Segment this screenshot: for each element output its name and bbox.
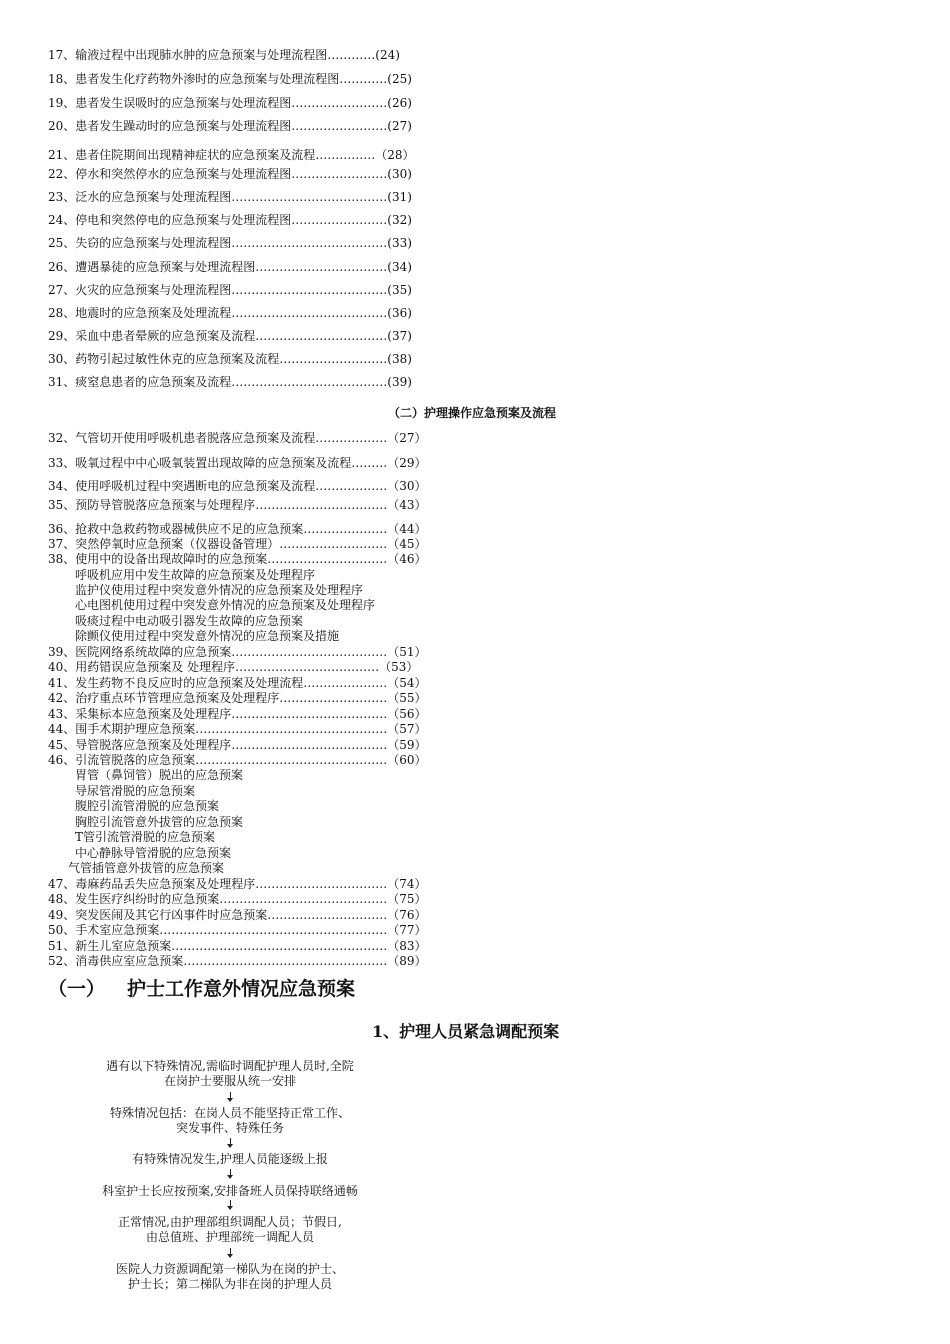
toc-subentry: 气管插管意外拔管的应急预案 [68, 861, 225, 875]
toc-subentry: 吸痰过程中电动吸引器发生故障的应急预案 [75, 614, 304, 628]
toc-subentry: 中心静脉导管滑脱的应急预案 [75, 846, 232, 860]
flow-step-4 [80, 1184, 380, 1199]
toc-entry: 44、围手术期护理应急预案…………………………………………（57） [48, 722, 427, 736]
toc-subentry: 监护仪使用过程中突发意外情况的应急预案及处理程序 [75, 583, 364, 597]
toc-entry: 22、停水和突然停水的应急预案与处理流程图……………………(30) [48, 167, 412, 181]
flow-arrow-icon [229, 1248, 231, 1258]
toc-entry: 48、发生医疗纠纷时的应急预案……………………………………（75） [48, 892, 427, 906]
toc-entry: 39、医院网络系统故障的应急预案…………………………………（51） [48, 645, 427, 659]
toc-entry: 36、抢救中急救药物或器械供应不足的应急预案…………………（44） [48, 522, 427, 536]
flow-arrow-icon [229, 1200, 231, 1210]
toc-entry: 25、失窃的应急预案与处理流程图…………………………………(33) [48, 236, 412, 250]
toc-entry: 50、手术室应急预案…………………………………………………（77） [48, 923, 427, 937]
flow-step-2 [80, 1106, 380, 1136]
toc-entry: 19、患者发生误吸时的应急预案与处理流程图……………………(26) [48, 96, 412, 110]
flow-step-5-line-1: 正常情况,由护理部组织调配人员；节假日, [118, 1215, 342, 1229]
flow-step-3-line-1: 有特殊情况发生,护理人员能逐级上报 [132, 1152, 328, 1166]
flow-arrow-icon [229, 1092, 231, 1102]
toc-entry: 31、痰窒息患者的应急预案及流程…………………………………(39) [48, 375, 412, 389]
flow-step-5-line-2: 由总值班、护理部统一调配人员 [145, 1230, 314, 1244]
toc-entry: 18、患者发生化疗药物外渗时的应急预案与处理流程图…………(25) [48, 72, 412, 86]
toc-entry: 21、患者住院期间出现精神症状的应急预案及流程……………（28） [48, 148, 415, 162]
toc-entry: 20、患者发生躁动时的应急预案与处理流程图……………………(27) [48, 119, 412, 133]
toc-entry: 33、吸氧过程中中心吸氧装置出现故障的应急预案及流程………（29） [48, 456, 427, 470]
toc-subentry: T管引流管滑脱的应急预案 [75, 830, 216, 844]
flow-arrow-icon [229, 1169, 231, 1179]
toc-subentry: 呼吸机应用中发生故障的应急预案及处理程序 [75, 568, 316, 582]
flow-step-6 [80, 1262, 380, 1292]
plan-title: 1、护理人员紧急调配预案 [372, 1022, 560, 1041]
toc-entry: 47、毒麻药品丢失应急预案及处理程序……………………………（74） [48, 877, 427, 891]
toc-entry: 24、停电和突然停电的应急预案与处理流程图……………………(32) [48, 213, 412, 227]
chapter-heading-prefix: （一） [48, 978, 106, 1000]
toc-entry: 34、使用呼吸机过程中突遇断电的应急预案及流程………………（30） [48, 479, 427, 493]
toc-entry: 51、新生儿室应急预案………………………………………………（83） [48, 939, 427, 953]
toc-subentry: 胃管（鼻饲管）脱出的应急预案 [75, 768, 244, 782]
flow-step-1-line-2: 在岗护士要服从统一安排 [163, 1074, 296, 1088]
flow-step-5 [80, 1215, 380, 1245]
flow-step-1-line-1: 遇有以下特殊情况,需临时调配护理人员时,全院 [106, 1059, 354, 1073]
toc-entry: 37、突然停氧时应急预案（仪器设备管理）………………………（45） [48, 537, 427, 551]
toc-subentry: 腹腔引流管滑脱的应急预案 [75, 799, 220, 813]
toc-entry: 26、遭遇暴徒的应急预案与处理流程图……………………………(34) [48, 260, 412, 274]
toc-entry: 52、消毒供应室应急预案……………………………………………（89） [48, 954, 427, 968]
toc-entry: 30、药物引起过敏性休克的应急预案及流程………………………(38) [48, 352, 412, 366]
section-subtitle: （二）护理操作应急预案及流程 [388, 406, 557, 420]
flow-arrow-icon [229, 1138, 231, 1148]
toc-entry: 46、引流管脱落的应急预案…………………………………………（60） [48, 753, 427, 767]
flow-step-4-line-1: 科室护士长应按预案,安排备班人员保持联络通畅 [102, 1184, 358, 1198]
toc-subentry: 胸腔引流管意外拔管的应急预案 [75, 815, 244, 829]
toc-entry: 40、用药错误应急预案及 处理程序………………………………（53） [48, 660, 419, 674]
flow-step-2-line-2: 突发事件、特殊任务 [175, 1121, 284, 1135]
toc-entry: 17、输液过程中出现肺水肿的应急预案与处理流程图…………(24) [48, 48, 400, 62]
flow-step-1 [80, 1059, 380, 1089]
toc-entry: 49、突发医闹及其它行凶事件时应急预案…………………………（76） [48, 908, 427, 922]
toc-entry: 35、预防导管脱落应急预案与处理程序……………………………（43） [48, 498, 427, 512]
toc-subentry: 导尿管滑脱的应急预案 [75, 784, 196, 798]
toc-entry: 27、火灾的应急预案与处理流程图…………………………………(35) [48, 283, 412, 297]
toc-subentry: 心电图机使用过程中突发意外情况的应急预案及处理程序 [75, 598, 376, 612]
toc-entry: 45、导管脱落应急预案及处理程序…………………………………（59） [48, 738, 427, 752]
toc-subentry: 除颤仪使用过程中突发意外情况的应急预案及措施 [75, 629, 340, 643]
flow-step-6-line-2: 护士长；第二梯队为非在岗的护理人员 [127, 1277, 332, 1291]
toc-entry: 23、泛水的应急预案与处理流程图…………………………………(31) [48, 190, 412, 204]
chapter-heading-text: 护士工作意外情况应急预案 [127, 978, 356, 1000]
toc-entry: 43、采集标本应急预案及处理程序…………………………………（56） [48, 707, 427, 721]
toc-entry: 32、气管切开使用呼吸机患者脱落应急预案及流程………………（27） [48, 431, 427, 445]
toc-entry: 42、治疗重点环节管理应急预案及处理程序………………………（55） [48, 691, 427, 705]
flow-step-2-line-1: 特殊情况包括：在岗人员不能坚持正常工作、 [109, 1106, 350, 1120]
toc-entry: 29、采血中患者晕厥的应急预案及流程……………………………(37) [48, 329, 412, 343]
toc-entry: 28、地震时的应急预案及处理流程…………………………………(36) [48, 306, 412, 320]
chapter-heading [48, 977, 355, 1001]
toc-entry: 41、发生药物不良反应时的应急预案及处理流程…………………（54） [48, 676, 427, 690]
toc-entry: 38、使用中的设备出现故障时的应急预案…………………………（46） [48, 552, 427, 566]
flow-step-3 [80, 1152, 380, 1167]
flow-step-6-line-1: 医院人力资源调配第一梯队为在岗的护士、 [115, 1262, 344, 1276]
